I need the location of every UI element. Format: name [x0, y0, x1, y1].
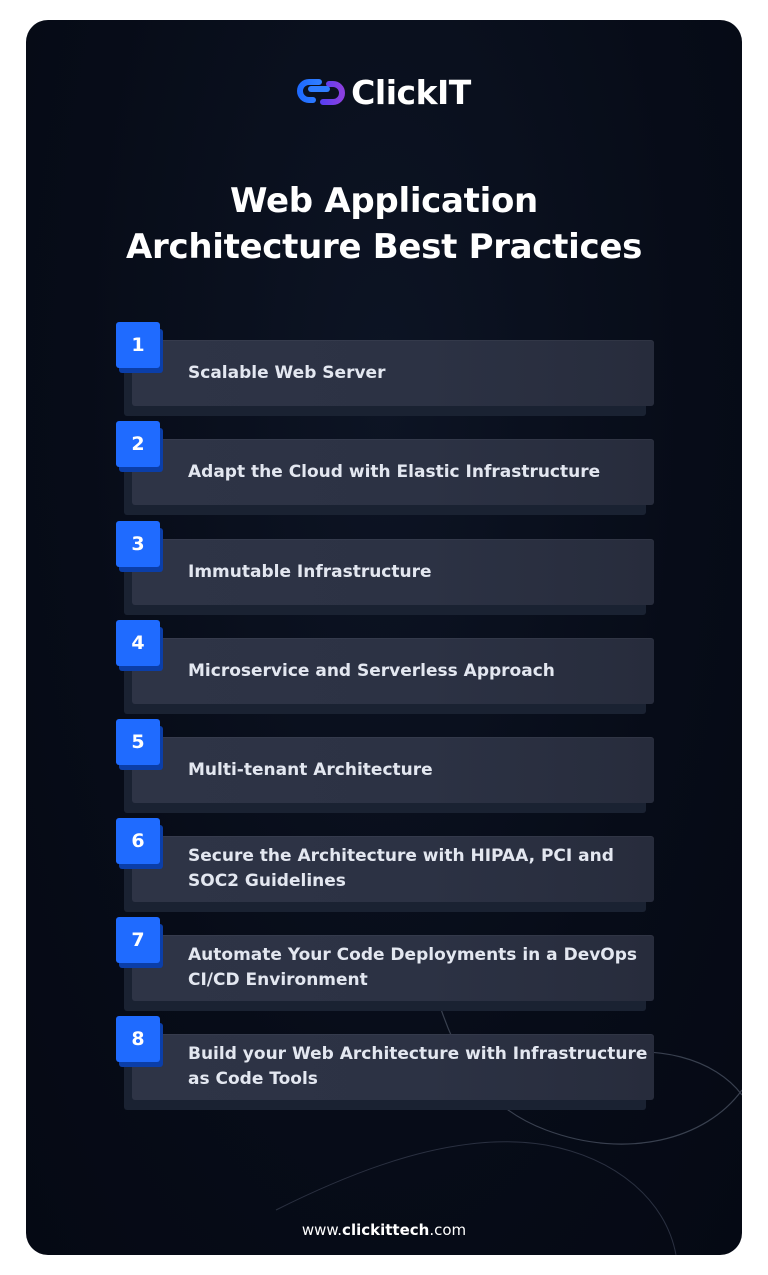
item-label: Scalable Web Server: [188, 362, 386, 383]
list-item: [116, 719, 656, 805]
title-line-2: Architecture Best Practices: [125, 227, 643, 267]
list-item: [116, 322, 656, 408]
list-item: [116, 521, 656, 607]
number-badge: 6: [116, 818, 160, 864]
url-prefix: www.: [301, 1221, 343, 1239]
number-badge: 4: [116, 620, 160, 666]
number-badge: 1: [116, 322, 160, 368]
item-label: Automate Your Code Deployments in a DevOps CI/CD Environment: [188, 945, 638, 990]
item-label: Immutable Infrastructure: [188, 561, 432, 582]
item-label: Build your Web Architecture with Infrastructure as Code Tools: [188, 1044, 648, 1089]
brand-name: ClickIT: [351, 72, 471, 112]
infographic-card: [26, 20, 742, 1255]
item-label: Adapt the Cloud with Elastic Infrastructure: [188, 461, 601, 482]
item-label: Secure the Architecture with HIPAA, PCI and SOC2 Guidelines: [188, 846, 614, 891]
practices-list: [26, 20, 742, 1255]
url-domain: clickittech: [342, 1221, 430, 1239]
url-suffix: .com: [429, 1221, 467, 1239]
list-item: [116, 1016, 656, 1102]
number-badge: 2: [116, 421, 160, 467]
number-badge: 5: [116, 719, 160, 765]
number-badge: 8: [116, 1016, 160, 1062]
list-item: [116, 917, 656, 1003]
website-url: [26, 1221, 742, 1239]
title-line-1: Web Application: [230, 181, 538, 221]
list-item: [116, 818, 656, 904]
item-label: Multi-tenant Architecture: [188, 759, 433, 780]
item-label: Microservice and Serverless Approach: [188, 660, 555, 681]
list-item: [116, 421, 656, 507]
number-badge: 7: [116, 917, 160, 963]
list-item: [116, 620, 656, 706]
number-badge: 3: [116, 521, 160, 567]
